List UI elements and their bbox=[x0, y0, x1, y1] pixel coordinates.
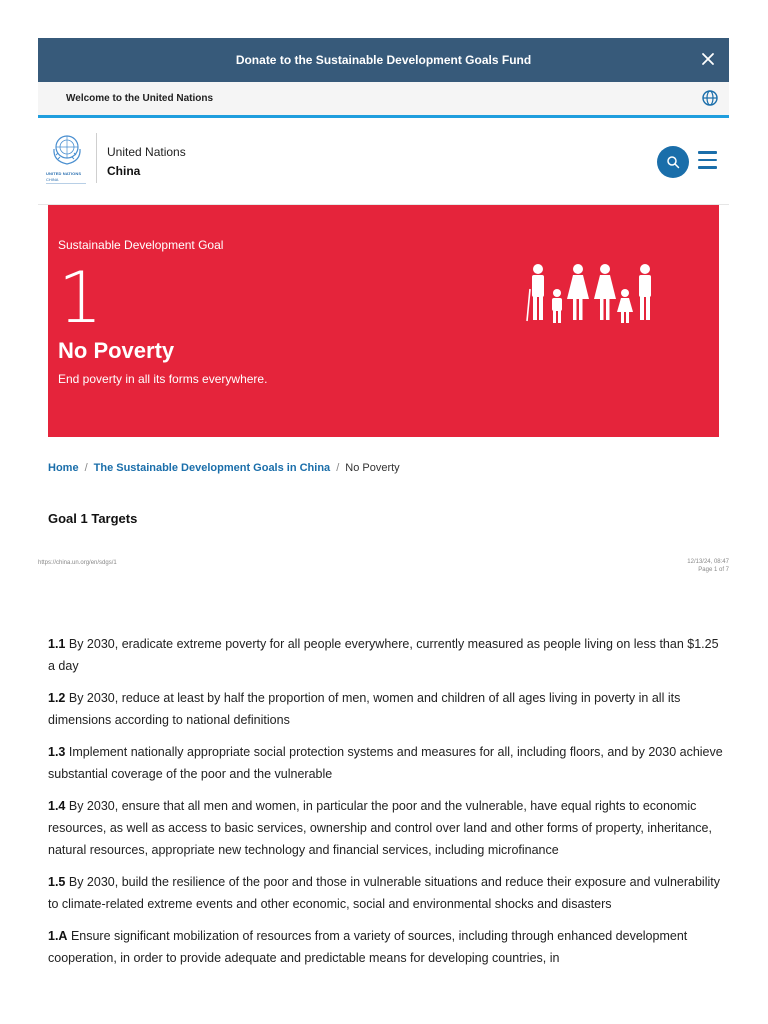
target-id: 1.5 bbox=[48, 875, 66, 889]
breadcrumb-separator: / bbox=[84, 462, 88, 474]
breadcrumb-separator: / bbox=[336, 462, 340, 474]
target-text: By 2030, eradicate extreme poverty for all people everywhere, currently measured as people living on less than $1.25 a day bbox=[48, 637, 719, 673]
logo-underline bbox=[46, 183, 86, 184]
breadcrumb-home[interactable]: Home bbox=[48, 462, 79, 474]
target-text: Ensure significant mobilization of resources from a variety of sources, including through enhanced development cooperation, in order to provide adequate and predictable means for developing countries, in bbox=[48, 929, 688, 965]
target-item bbox=[48, 871, 723, 915]
goal-title: No Poverty bbox=[58, 338, 175, 363]
donate-banner[interactable] bbox=[38, 38, 729, 82]
globe-icon[interactable] bbox=[701, 89, 719, 107]
target-text: By 2030, build the resilience of the poor and those in vulnerable situations and reduce their exposure and vulnerability to climate-related extreme events and other economic, social and environmental shocks and disasters bbox=[48, 875, 720, 911]
target-item bbox=[48, 633, 723, 677]
search-icon bbox=[666, 155, 680, 169]
donate-banner-text[interactable]: Donate to the Sustainable Development Goals Fund bbox=[235, 53, 532, 67]
target-item bbox=[48, 687, 723, 731]
print-date: 12/13/24, 08:47 bbox=[687, 559, 729, 565]
site-header bbox=[38, 121, 729, 205]
close-icon[interactable] bbox=[697, 48, 719, 70]
breadcrumb bbox=[48, 462, 400, 474]
print-url: https://china.un.org/en/sdgs/1 bbox=[38, 560, 117, 566]
goal-number: 1 bbox=[58, 257, 103, 339]
target-item bbox=[48, 741, 723, 785]
un-logo[interactable] bbox=[46, 131, 88, 183]
print-page: Page 1 of 7 bbox=[698, 566, 729, 573]
org-name[interactable]: United Nations bbox=[107, 145, 186, 159]
goal-description: End poverty in all its forms everywhere. bbox=[58, 372, 268, 386]
breadcrumb-sdgs[interactable]: The Sustainable Development Goals in China bbox=[93, 462, 331, 474]
menu-icon[interactable] bbox=[698, 151, 718, 171]
breadcrumb-current: No Poverty bbox=[345, 462, 400, 474]
target-text: Implement nationally appropriate social protection systems and measures for all, including floors, and by 2030 achieve substantial coverage of the poor and the vulnerable bbox=[48, 745, 723, 781]
logo-text-un: UNITED NATIONS bbox=[46, 171, 82, 176]
welcome-text: Welcome to the United Nations bbox=[66, 93, 214, 104]
header-divider bbox=[96, 133, 97, 183]
target-text: By 2030, reduce at least by half the proportion of men, women and children of all ages living in poverty in all its dimensions according to national definitions bbox=[48, 691, 681, 727]
welcome-bar bbox=[38, 82, 729, 118]
targets-list bbox=[48, 633, 723, 979]
search-button[interactable] bbox=[657, 146, 689, 178]
target-id: 1.A bbox=[48, 929, 68, 943]
hero-kicker: Sustainable Development Goal bbox=[58, 238, 224, 252]
target-id: 1.2 bbox=[48, 691, 66, 705]
goal-hero bbox=[48, 205, 719, 437]
print-date-block bbox=[687, 559, 729, 575]
logo-text-country: CHINA bbox=[46, 177, 59, 182]
target-id: 1.3 bbox=[48, 745, 66, 759]
section-heading: Goal 1 Targets bbox=[48, 511, 138, 526]
un-emblem-icon bbox=[49, 131, 85, 167]
target-id: 1.4 bbox=[48, 799, 66, 813]
target-id: 1.1 bbox=[48, 637, 66, 651]
target-item bbox=[48, 795, 723, 861]
country-name[interactable]: China bbox=[107, 164, 141, 178]
family-icon bbox=[526, 263, 660, 325]
target-item bbox=[48, 925, 723, 969]
target-text: By 2030, ensure that all men and women, in particular the poor and the vulnerable, have equal rights to economic resources, as well as access to basic services, ownership and control over land and other forms of property, inheritance, natural resources, appropriate new technology and financial services, including microfinance bbox=[48, 799, 712, 857]
